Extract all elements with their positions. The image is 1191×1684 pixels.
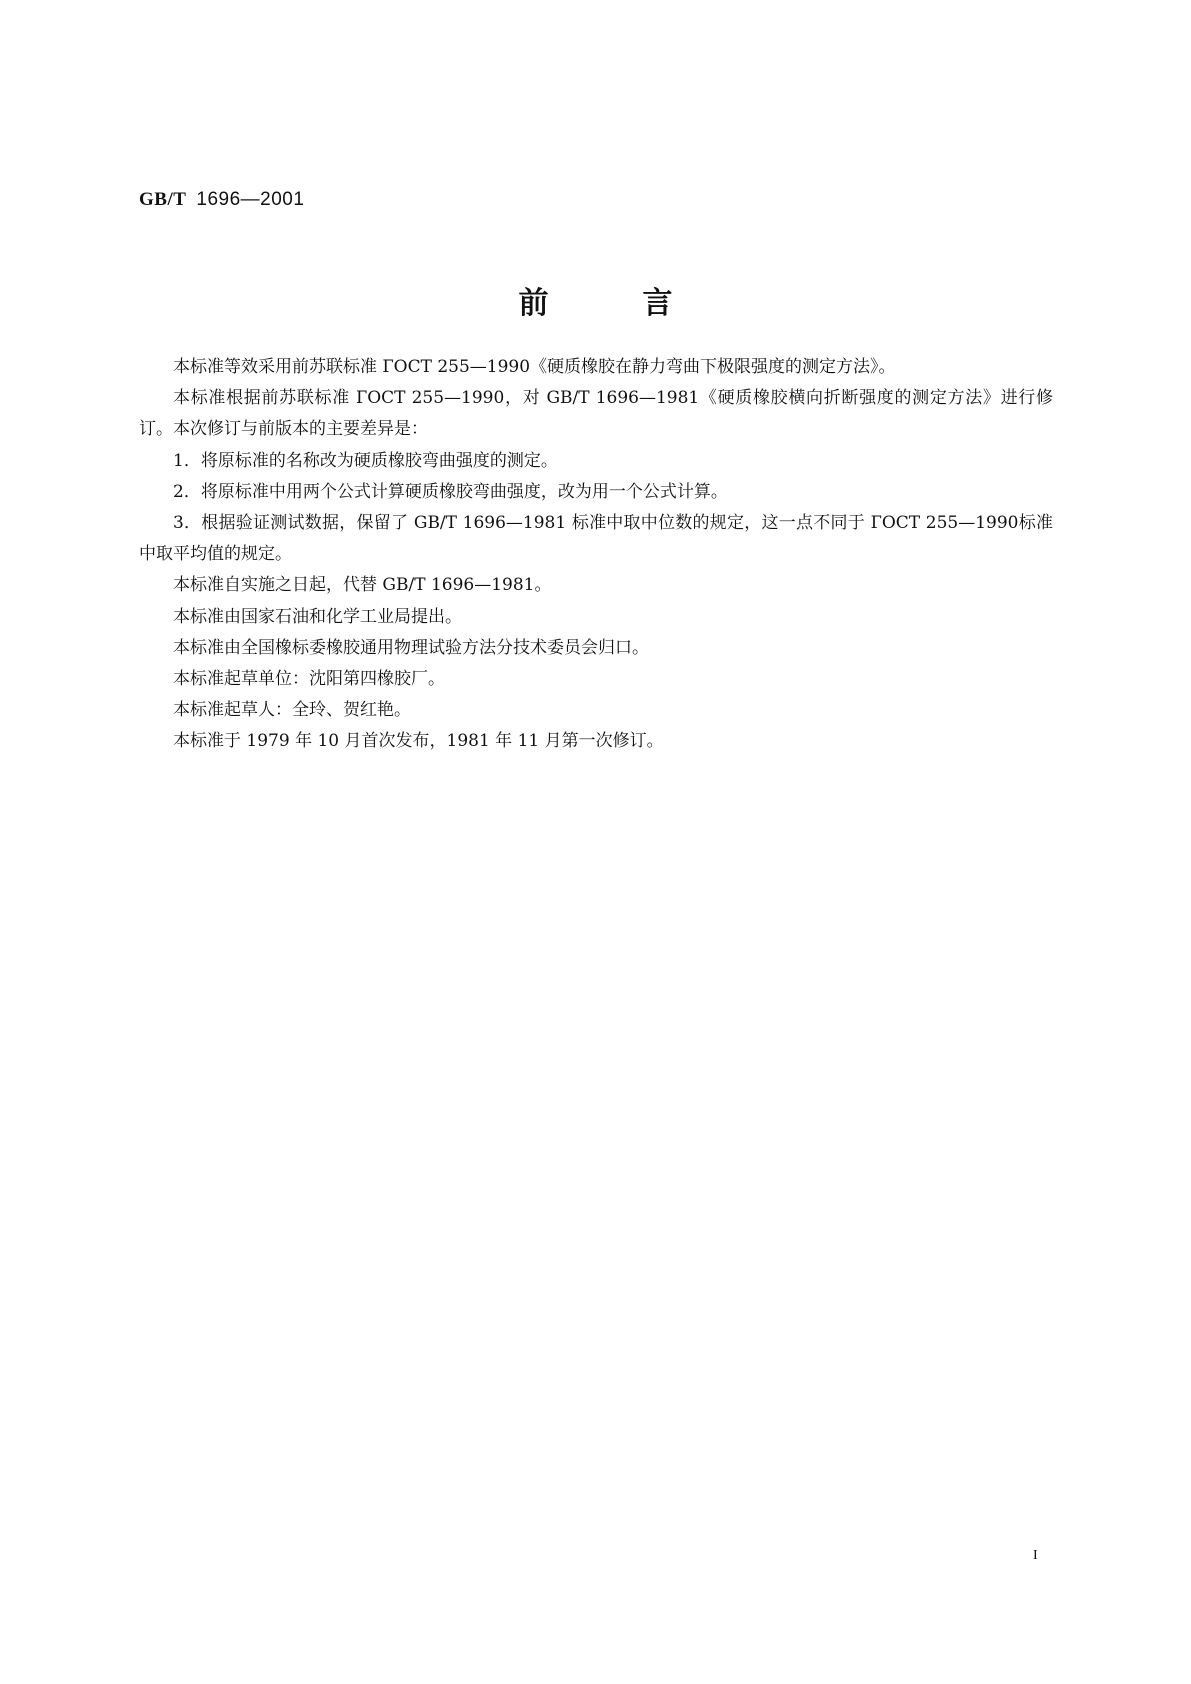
title-char-2: 言 [642, 286, 673, 321]
paragraph-proposed-by: 本标准由国家石油和化学工业局提出。 [173, 606, 462, 627]
standard-number: 1696—2001 [196, 189, 305, 210]
paragraph-drafting-unit: 本标准起草单位：沈阳第四橡胶厂。 [173, 669, 445, 690]
paragraph-replaces: 本标准自实施之日起，代替 GB/T 1696—1981。 [173, 575, 552, 596]
page-number: I [1033, 1548, 1038, 1563]
paragraph-centralized-by: 本标准由全国橡标委橡胶通用物理试验方法分技术委员会归口。 [173, 637, 649, 658]
paragraph-revision-basis: 本标准根据前苏联标准 ГОСТ 255—1990，对 GB/T 1696—1981《硬质橡胶横向折断强度的测定方法》进行修订。本次修订与前版本的主要差异是： [139, 388, 1053, 440]
foreword-body [139, 352, 1053, 758]
paragraph-change-3: 3．根据验证测试数据，保留了 GB/T 1696—1981 标准中取中位数的规定，这一点不同于 ГОСТ 255—1990标准中取平均值的规定。 [139, 513, 1053, 565]
standard-prefix: GB/T [139, 189, 187, 210]
title-char-1: 前 [518, 286, 549, 321]
paragraph-change-2: 2．将原标准中用两个公式计算硬质橡胶弯曲强度，改为用一个公式计算。 [173, 481, 728, 502]
page-title [0, 278, 1191, 322]
paragraph-adoption: 本标准等效采用前苏联标准 ГОСТ 255—1990《硬质橡胶在静力弯曲下极限强度的测定方法》。 [173, 357, 896, 377]
paragraph-drafters: 本标准起草人：全玲、贺红艳。 [173, 700, 411, 721]
paragraph-history: 本标准于 1979 年 10 月首次发布，1981 年 11 月第一次修订。 [173, 731, 664, 752]
paragraph-change-1: 1．将原标准的名称改为硬质橡胶弯曲强度的测定。 [173, 450, 558, 471]
standard-code [139, 188, 304, 211]
